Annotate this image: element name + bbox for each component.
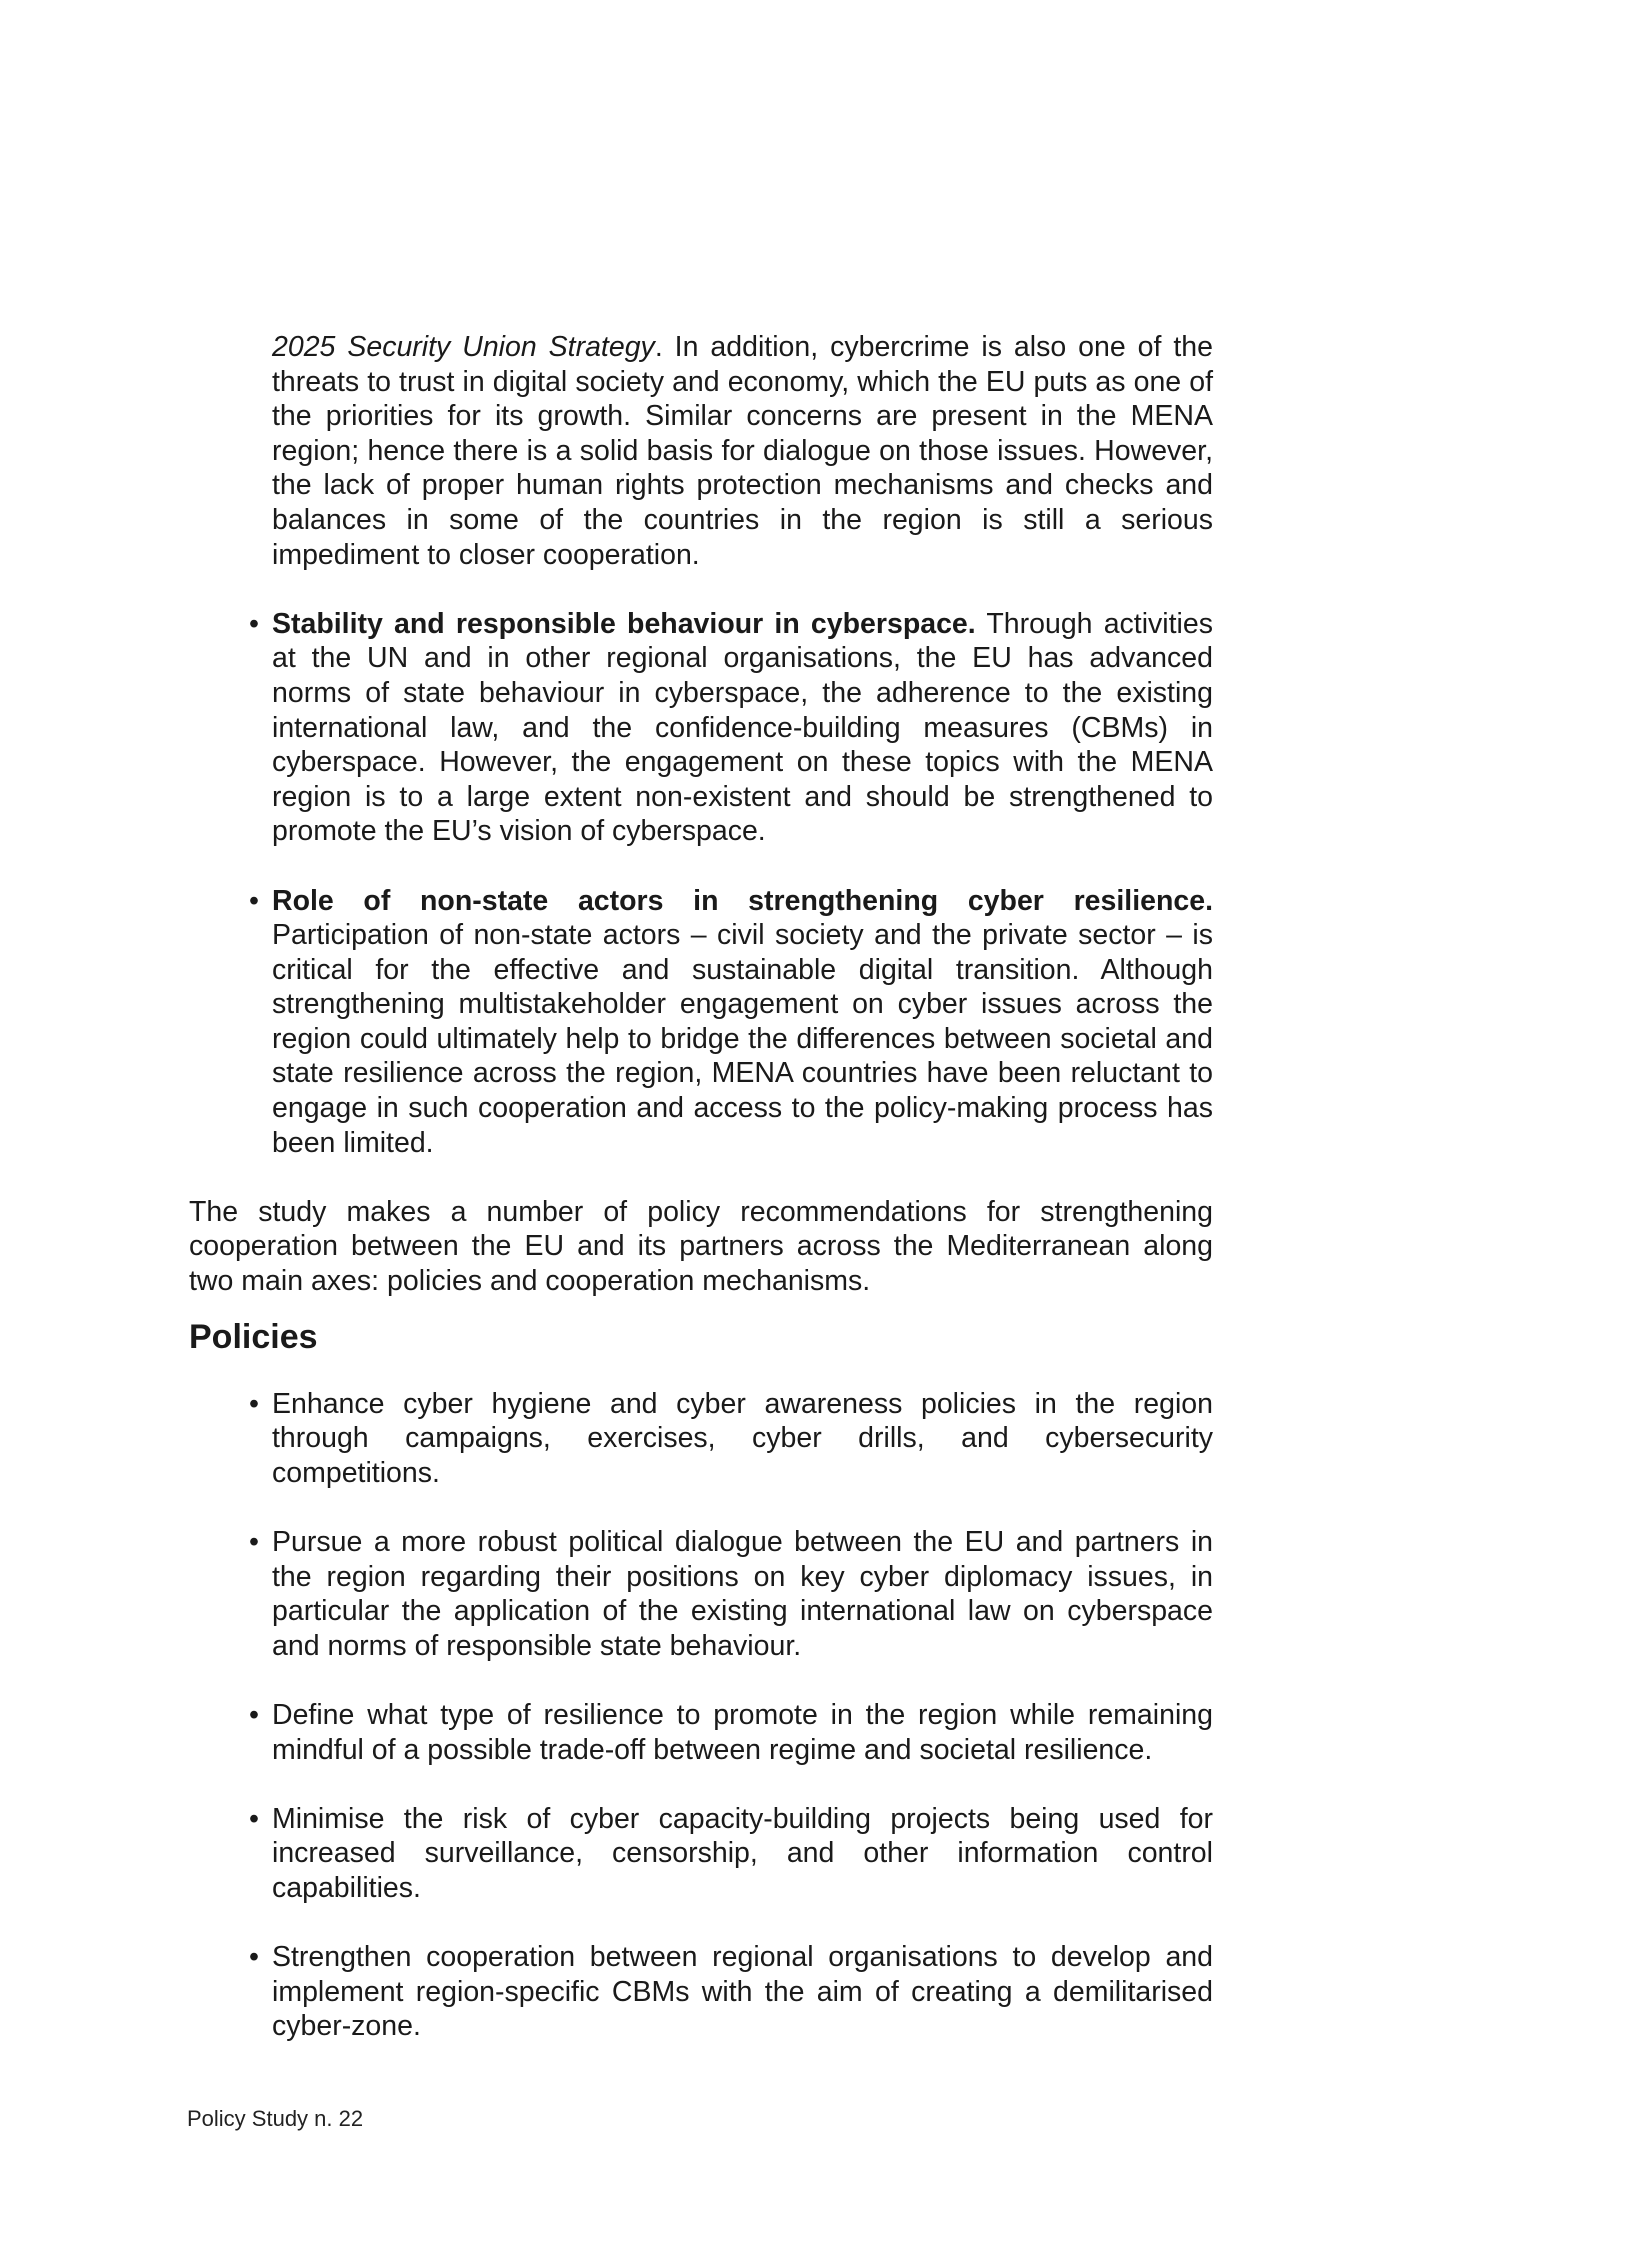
policies-heading: Policies <box>189 1317 318 1356</box>
policy-item-text: Minimise the risk of cyber capacity-building projects being used for increased surveillance, censorship, and other information control capabilities. <box>272 1802 1213 1904</box>
policy-item <box>189 1802 1213 1906</box>
policy-item <box>189 1387 1213 1491</box>
bullet-dot: • <box>249 1802 259 1835</box>
policy-item <box>189 1698 1213 1767</box>
policy-item-text: Define what type of resilience to promote in the region while remaining mindful of a possible trade-off between regime and societal resilience. <box>272 1698 1213 1766</box>
bullet-dot: • <box>249 1526 259 1558</box>
bullet-stability <box>189 607 1213 849</box>
bullet-dot: • <box>249 1698 259 1731</box>
bullet-stability-text: Through activities at the UN and in other regional organisations, the EU has advanced norms of state behaviour in cyberspace, the adherence to the existing international law, and the confidence-building measures (CBMs) in cyberspace. However, the engagement on these topics with the MENA region is to a large extent non-existent and should be strengthened to promote the EU’s vision of cyberspace. <box>272 607 1213 848</box>
policy-item <box>189 1525 1213 1663</box>
page-footer: Policy Study n. 22 <box>187 2106 364 2131</box>
policy-item-text: Pursue a more robust political dialogue between the EU and partners in the region regarding their positions on key cyber diplomacy issues, in particular the application of the existing international law on cyberspace and norms of responsible state behaviour. <box>272 1526 1213 1662</box>
policy-item-text: Enhance cyber hygiene and cyber awareness policies in the region through campaigns, exercises, cyber drills, and cybersecurity competitions. <box>272 1387 1213 1489</box>
bullet-dot: • <box>249 1941 259 1974</box>
page-content <box>189 330 1213 2044</box>
intro-paragraph <box>189 330 1213 572</box>
policy-item <box>189 1940 1213 2044</box>
intro-italic-title: 2025 Security Union Strategy <box>272 331 655 363</box>
bullet-non-state-actors <box>189 884 1213 1161</box>
bullet-stability-title: Stability and responsible behaviour in cyberspace. <box>272 607 976 640</box>
bullet-dot: • <box>249 607 259 640</box>
intro-text: . In addition, cybercrime is also one of the threats to trust in digital society and economy, which the EU puts as one of the priorities for its growth. Similar concerns are present in the MENA region; hence there is a solid basis for dialogue on those issues. However, the lack of proper human rights protection mechanisms and checks and balances in some of the countries in the region is still a serious impediment to closer cooperation. <box>272 331 1213 571</box>
bullet-dot: • <box>249 884 259 917</box>
policy-item-text: Strengthen cooperation between regional organisations to develop and implement region-specific CBMs with the aim of creating a demilitarised cyber-zone. <box>272 1941 1213 2043</box>
bullet-non-state-actors-title: Role of non-state actors in strengthening cyber resilience. <box>272 884 1213 917</box>
bullet-non-state-actors-text: Participation of non-state actors – civil society and the private sector – is critical for the effective and sustainable digital transition. Although strengthening multistakeholder engagement on cyber issues across the region could ultimately help to bridge the differences between societal and state resilience across the region, MENA countries have been reluctant to engage in such cooperation and access to the policy-making process has been limited. <box>272 919 1213 1159</box>
summary-paragraph: The study makes a number of policy recommendations for strengthening cooperation between the EU and its partners across the Mediterranean along two main axes: policies and cooperation mechanisms. <box>189 1195 1213 1298</box>
bullet-dot: • <box>249 1387 259 1420</box>
